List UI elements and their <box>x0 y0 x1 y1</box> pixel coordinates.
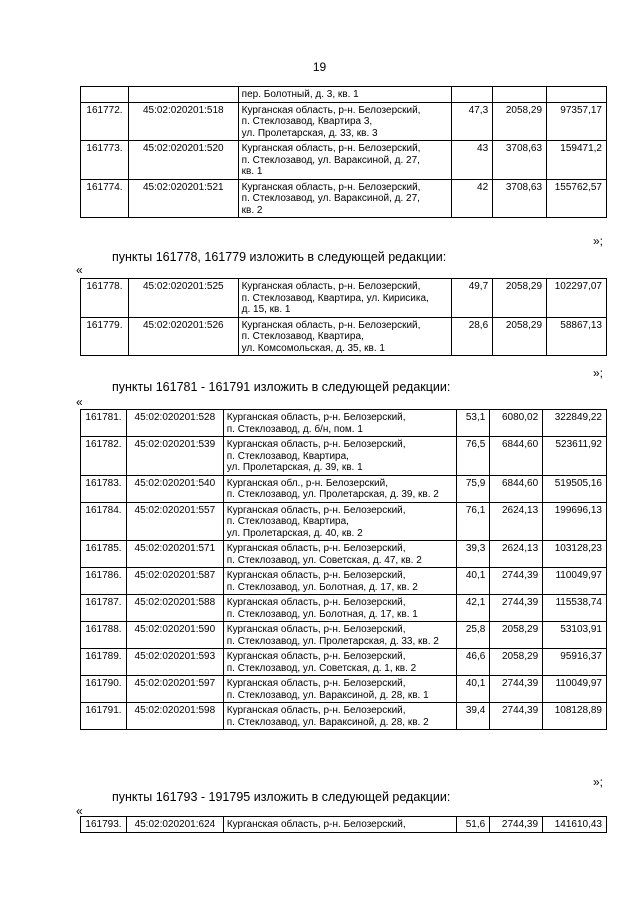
address-line: п. Стеклозавод, ул. Пролетарская, д. 39, кв. 2 <box>226 489 439 500</box>
address-cell <box>238 87 452 103</box>
address-cell <box>223 622 457 649</box>
amendment-heading: пункты 161778, 161779 изложить в следующей редакции: <box>112 250 447 264</box>
row-number: 161788. <box>81 622 127 649</box>
address-cell <box>223 541 457 568</box>
price-value: 3708,63 <box>493 179 547 218</box>
address-line: п. Стеклозавод, Квартира, ул. Кирисика, <box>241 292 429 304</box>
address-line: п. Стеклозавод, ул. Советская, д. 1, кв. 2 <box>226 662 417 674</box>
closing-quote: »; <box>593 234 604 248</box>
address-cell <box>223 817 456 833</box>
area-value: 46,6 <box>457 649 490 676</box>
total-value: 108128,89 <box>543 703 607 730</box>
total-value: 103128,23 <box>543 541 607 568</box>
total-value: 110049,97 <box>543 568 607 595</box>
address-line: Курганская область, р-н. Белозерский, <box>226 819 406 830</box>
address-cell <box>223 437 457 476</box>
closing-quote: »; <box>593 366 604 380</box>
amendment-heading: пункты 161793 - 191795 изложить в следующей редакции: <box>112 790 451 804</box>
cadastral-number: 45:02:020201:521 <box>128 179 238 218</box>
price-value: 2744,39 <box>490 676 543 703</box>
total-value: 102297,07 <box>547 279 607 318</box>
opening-quote: « <box>76 395 83 409</box>
table-row <box>81 317 607 356</box>
address-line: кв. 2 <box>241 204 263 216</box>
address-line: п. Стеклозавод, Квартира, <box>226 516 349 527</box>
address-line: п. Стеклозавод, д. б/н, пом. 1 <box>226 423 363 435</box>
area-value: 39,3 <box>457 541 490 568</box>
area-value: 49,7 <box>452 279 493 318</box>
cadastral-number: 45:02:020201:593 <box>126 649 223 676</box>
table-row <box>81 649 607 676</box>
price-value: 2744,39 <box>490 595 543 622</box>
address-line: Курганская область, р-н. Белозерский, <box>226 570 406 581</box>
total-value: 519505,16 <box>543 475 607 502</box>
address-cell <box>223 676 457 703</box>
address-line: п. Стеклозавод, ул. Вараксиной, д. 28, кв. 1 <box>226 689 429 701</box>
address-line: п. Стеклозавод, Квартира, <box>241 331 364 342</box>
registry-table-3 <box>80 409 607 730</box>
address-cell <box>238 279 452 318</box>
area-value: 42 <box>452 179 493 218</box>
row-number: 161784. <box>81 502 127 541</box>
area-value: 43 <box>452 141 493 180</box>
total-value: 110049,97 <box>543 676 607 703</box>
table-2-body <box>81 279 607 356</box>
address-line: кв. 1 <box>241 166 263 177</box>
row-number: 161779. <box>81 317 129 356</box>
opening-quote: « <box>76 804 83 818</box>
price-value: 2624,13 <box>490 541 543 568</box>
table-cell <box>128 87 238 103</box>
table-row <box>81 410 607 437</box>
row-number: 161782. <box>81 437 127 476</box>
cadastral-number: 45:02:020201:525 <box>128 279 238 318</box>
row-number: 161786. <box>81 568 127 595</box>
cadastral-number: 45:02:020201:597 <box>126 676 223 703</box>
cadastral-number: 45:02:020201:528 <box>126 410 223 437</box>
area-value: 42,1 <box>457 595 490 622</box>
address-line: п. Стеклозавод, ул. Болотная, д. 17, кв. 1 <box>226 608 418 620</box>
address-cell <box>223 703 457 730</box>
opening-quote: « <box>76 263 83 277</box>
price-value: 6844,60 <box>490 437 543 476</box>
area-value: 76,1 <box>457 502 490 541</box>
address-line: Курганская область, р-н. Белозерский, <box>241 281 421 292</box>
table-row <box>81 595 607 622</box>
page-number: 19 <box>312 60 327 74</box>
registry-table-4 <box>80 816 607 833</box>
price-value: 2058,29 <box>493 102 547 141</box>
table-cell <box>452 87 493 103</box>
amendment-heading: пункты 161781 - 161791 изложить в следующей редакции: <box>112 380 451 394</box>
total-value: 199696,13 <box>543 502 607 541</box>
row-number: 161790. <box>81 676 127 703</box>
row-number: 161791. <box>81 703 127 730</box>
cadastral-number: 45:02:020201:539 <box>126 437 223 476</box>
total-value: 159471,2 <box>547 141 607 180</box>
row-number: 161789. <box>81 649 127 676</box>
total-value: 58867,13 <box>547 317 607 356</box>
address-line: д. 15, кв. 1 <box>241 304 291 315</box>
table-row <box>81 541 607 568</box>
table-row <box>81 502 607 541</box>
address-line: ул. Пролетарская, д. 39, кв. 1 <box>226 462 363 473</box>
cadastral-number: 45:02:020201:540 <box>126 475 223 502</box>
table-cell <box>547 87 607 103</box>
address-cell <box>223 595 457 622</box>
price-value: 2058,29 <box>490 622 543 649</box>
address-line: п. Стеклозавод, Квартира, <box>226 450 349 462</box>
area-value: 25,8 <box>457 622 490 649</box>
table-row <box>81 179 607 218</box>
address-cell <box>238 317 452 356</box>
price-value: 2058,29 <box>493 317 547 356</box>
total-value: 141610,43 <box>543 817 607 833</box>
table-row <box>81 703 607 730</box>
area-value: 76,5 <box>457 437 490 476</box>
table-row <box>81 568 607 595</box>
address-line: Курганская область, р-н. Белозерский, <box>226 678 406 689</box>
price-value: 3708,63 <box>493 141 547 180</box>
address-cell <box>238 179 452 218</box>
row-number: 161787. <box>81 595 127 622</box>
address-line: Курганская область, р-н. Белозерский, <box>226 412 406 423</box>
total-value: 95916,37 <box>543 649 607 676</box>
area-value: 53,1 <box>457 410 490 437</box>
table-row <box>81 622 607 649</box>
address-line: Курганская область, р-н. Белозерский, <box>241 143 421 154</box>
address-line: Курганская область, р-н. Белозерский, <box>241 181 421 193</box>
row-number: 161773. <box>81 141 129 180</box>
cadastral-number: 45:02:020201:598 <box>126 703 223 730</box>
total-value: 155762,57 <box>547 179 607 218</box>
area-value: 40,1 <box>457 676 490 703</box>
price-value: 6080,02 <box>490 410 543 437</box>
table-cell <box>493 87 547 103</box>
cadastral-number: 45:02:020201:587 <box>126 568 223 595</box>
price-value: 2744,39 <box>490 703 543 730</box>
registry-table-2 <box>80 278 607 356</box>
cadastral-number: 45:02:020201:520 <box>128 141 238 180</box>
cadastral-number: 45:02:020201:571 <box>126 541 223 568</box>
address-line: Курганская область, р-н. Белозерский, <box>241 319 421 331</box>
address-cell <box>223 502 457 541</box>
area-value: 39,4 <box>457 703 490 730</box>
price-value: 2058,29 <box>490 649 543 676</box>
table-row <box>81 676 607 703</box>
total-value: 523611,92 <box>543 437 607 476</box>
address-cell <box>223 649 457 676</box>
address-line: ул. Комсомольская, д. 35, кв. 1 <box>241 342 385 354</box>
price-value: 2744,39 <box>490 568 543 595</box>
table-cell <box>81 87 129 103</box>
address-line: п. Стеклозавод, ул. Вараксиной, д. 28, кв. 2 <box>226 716 429 728</box>
cadastral-number: 45:02:020201:624 <box>126 817 223 833</box>
address-line: Курганская область, р-н. Белозерский, <box>241 104 421 116</box>
address-line: Курганская область, р-н. Белозерский, <box>226 504 406 516</box>
cadastral-number: 45:02:020201:526 <box>128 317 238 356</box>
cadastral-number: 45:02:020201:518 <box>128 102 238 141</box>
address-line: Курганская область, р-н. Белозерский, <box>226 651 406 662</box>
address-line: Курганская область, р-н. Белозерский, <box>226 597 406 608</box>
table-row <box>81 475 607 502</box>
address-line: Курганская область, р-н. Белозерский, <box>226 439 406 450</box>
address-cell <box>223 410 457 437</box>
address-line: Курганская область, р-н. Белозерский, <box>226 624 406 635</box>
row-number: 161793. <box>81 817 127 833</box>
table-row <box>81 141 607 180</box>
address-line: Курганская область, р-н. Белозерский, <box>226 543 406 554</box>
row-number: 161783. <box>81 475 127 502</box>
total-value: 115538,74 <box>543 595 607 622</box>
address-line: Курганская обл., р-н. Белозерский, <box>226 477 388 489</box>
address-line: п. Стеклозавод, Квартира 3, <box>241 116 373 127</box>
price-value: 2744,39 <box>490 817 543 833</box>
address-line: ул. Пролетарская, д. 40, кв. 2 <box>226 527 363 539</box>
area-value: 51,6 <box>457 817 490 833</box>
continuation-row <box>81 87 607 103</box>
total-value: 97357,17 <box>547 102 607 141</box>
table-1-body <box>81 87 607 218</box>
address-line: п. Стеклозавод, ул. Вараксиной, д. 27, <box>241 193 420 204</box>
area-value: 75,9 <box>457 475 490 502</box>
area-value: 28,6 <box>452 317 493 356</box>
row-number: 161778. <box>81 279 129 318</box>
address-line: ул. Пролетарская, д. 33, кв. 3 <box>241 127 378 139</box>
address-line: п. Стеклозавод, ул. Болотная, д. 17, кв. 2 <box>226 581 418 593</box>
row-number: 161781. <box>81 410 127 437</box>
address-cell <box>223 475 457 502</box>
closing-quote: »; <box>593 775 604 789</box>
address-line: п. Стеклозавод, ул. Вараксиной, д. 27, <box>241 154 420 166</box>
price-value: 2058,29 <box>493 279 547 318</box>
total-value: 53103,91 <box>543 622 607 649</box>
address-line: п. Стеклозавод, ул. Пролетарская, д. 33, кв. 2 <box>226 635 439 647</box>
cadastral-number: 45:02:020201:588 <box>126 595 223 622</box>
registry-table-1 <box>80 86 607 218</box>
price-value: 2624,13 <box>490 502 543 541</box>
price-value: 6844,60 <box>490 475 543 502</box>
table-3-body <box>81 410 607 730</box>
area-value: 40,1 <box>457 568 490 595</box>
cadastral-number: 45:02:020201:590 <box>126 622 223 649</box>
address-line: п. Стеклозавод, ул. Советская, д. 47, кв. 2 <box>226 554 422 566</box>
table-row <box>81 437 607 476</box>
area-value: 47,3 <box>452 102 493 141</box>
row-number: 161774. <box>81 179 129 218</box>
row-number: 161772. <box>81 102 129 141</box>
row-number: 161785. <box>81 541 127 568</box>
address-line: пер. Болотный, д. 3, кв. 1 <box>241 89 359 100</box>
table-row <box>81 102 607 141</box>
address-line: Курганская область, р-н. Белозерский, <box>226 705 406 716</box>
total-value: 322849,22 <box>543 410 607 437</box>
cadastral-number: 45:02:020201:557 <box>126 502 223 541</box>
table-4-body <box>81 817 607 833</box>
address-cell <box>223 568 457 595</box>
address-cell <box>238 102 452 141</box>
table-row <box>81 817 607 833</box>
table-row <box>81 279 607 318</box>
address-cell <box>238 141 452 180</box>
